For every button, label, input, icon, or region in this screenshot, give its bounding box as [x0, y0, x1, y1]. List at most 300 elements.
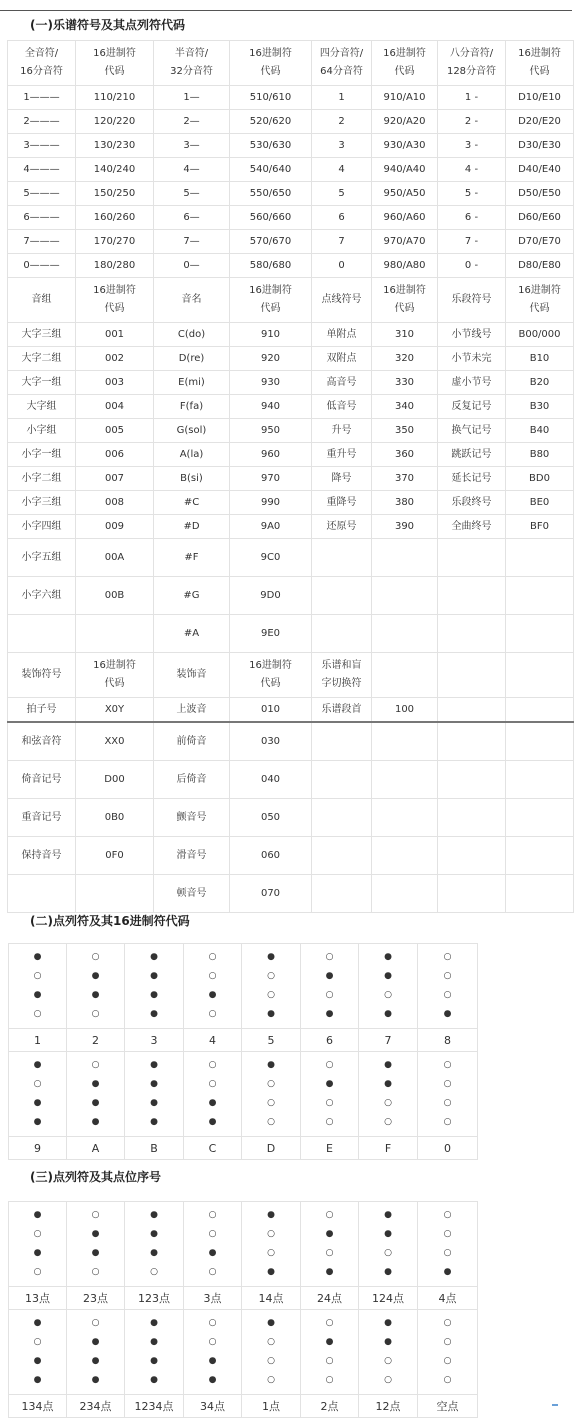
table-cell: 2	[312, 110, 372, 134]
table-cell: 9E0	[230, 615, 312, 653]
cell-label: 3	[125, 1029, 184, 1052]
table-cell	[438, 615, 506, 653]
cell-label: B	[125, 1137, 184, 1160]
dot-mark: ●	[33, 1248, 42, 1258]
dot-mark: ●	[325, 1337, 334, 1347]
table-cell: 顿音号	[154, 875, 230, 913]
dot-mark: ●	[91, 1248, 100, 1258]
table-row	[8, 110, 574, 134]
table-cell: 单附点	[312, 323, 372, 347]
dot-mark: ○	[267, 1375, 275, 1385]
braille-cell	[418, 1202, 478, 1287]
braille-cell	[242, 1052, 301, 1137]
dot-mark: ○	[208, 1318, 217, 1328]
table-cell: 2———	[8, 110, 76, 134]
dot-row	[9, 1052, 478, 1137]
dot-mark: ●	[208, 1098, 217, 1108]
dot-mark: ●	[91, 1337, 100, 1347]
table-cell: 1———	[8, 86, 76, 110]
dot-mark: ●	[150, 1009, 158, 1019]
header-row	[8, 653, 574, 698]
table-cell: 装饰音	[154, 653, 230, 698]
dot-mark: ○	[267, 990, 275, 1000]
table-cell: BF0	[506, 515, 574, 539]
table-row	[8, 722, 574, 761]
table-cell: 重降号	[312, 491, 372, 515]
dot-mark: ●	[33, 990, 42, 1000]
dot-mark: ●	[208, 1117, 217, 1127]
dot-mark: ○	[33, 971, 42, 981]
table-row	[8, 230, 574, 254]
cell-label: 13点	[9, 1287, 67, 1310]
table-cell	[438, 837, 506, 875]
table-cell	[372, 539, 438, 577]
table-row	[8, 158, 574, 182]
dot-mark: ○	[208, 1267, 217, 1277]
table-row	[8, 467, 574, 491]
table-cell: 0—	[154, 254, 230, 278]
table-cell: 跳跃记号	[438, 443, 506, 467]
table-cell: 070	[230, 875, 312, 913]
dot-mark: ●	[91, 971, 100, 981]
table-cell: 4———	[8, 158, 76, 182]
table-cell: 保持音号	[8, 837, 76, 875]
dot-mark: ○	[91, 1060, 100, 1070]
dot-mark: ○	[325, 1098, 334, 1108]
table-cell: 5—	[154, 182, 230, 206]
table-cell: 920	[230, 347, 312, 371]
table-cell: B00/000	[506, 323, 574, 347]
dot-hex-table	[8, 943, 478, 1160]
table-cell: 小节未完	[438, 347, 506, 371]
table-cell: 560/660	[230, 206, 312, 230]
table-cell: XX0	[76, 722, 154, 761]
braille-cell	[125, 1202, 184, 1287]
dot-mark: ●	[384, 1210, 392, 1220]
table-cell: 120/220	[76, 110, 154, 134]
table-cell	[506, 875, 574, 913]
dot-mark: ○	[443, 990, 452, 1000]
table-cell: 002	[76, 347, 154, 371]
dot-mark: ●	[150, 971, 158, 981]
table-cell	[372, 875, 438, 913]
dot-mark: ○	[443, 1337, 452, 1347]
table-cell	[506, 577, 574, 615]
dot-mark: ○	[443, 1356, 452, 1366]
dot-mark: ○	[208, 971, 217, 981]
dot-mark: ●	[91, 1356, 100, 1366]
braille-cell	[67, 1052, 125, 1137]
table-cell: 点线符号	[312, 278, 372, 323]
table-cell: 还原号	[312, 515, 372, 539]
table-cell: 小字五组	[8, 539, 76, 577]
table-row	[8, 491, 574, 515]
table-cell: 140/240	[76, 158, 154, 182]
table-cell: 4—	[154, 158, 230, 182]
cell-label: 134点	[9, 1395, 67, 1418]
table-cell: B30	[506, 395, 574, 419]
dot-row	[9, 1202, 478, 1287]
dot-mark: ●	[150, 1060, 158, 1070]
table-cell	[8, 615, 76, 653]
dot-mark: ●	[150, 1117, 158, 1127]
table-cell	[372, 577, 438, 615]
table-cell: B80	[506, 443, 574, 467]
dot-mark: ●	[384, 1060, 392, 1070]
table-cell: 570/670	[230, 230, 312, 254]
table-cell	[312, 761, 372, 799]
dot-mark: ●	[91, 1375, 100, 1385]
table-cell: 7—	[154, 230, 230, 254]
table-cell: 530/630	[230, 134, 312, 158]
braille-cell	[359, 944, 418, 1029]
dot-mark: ○	[443, 1098, 452, 1108]
dot-mark: ○	[443, 1210, 452, 1220]
table-cell	[372, 799, 438, 837]
table-cell	[506, 539, 574, 577]
table-cell: 380	[372, 491, 438, 515]
dot-mark: ○	[443, 1375, 452, 1385]
table-cell: #A	[154, 615, 230, 653]
table-cell	[312, 539, 372, 577]
table-cell: 180/280	[76, 254, 154, 278]
table-cell: 910	[230, 323, 312, 347]
table-cell: 乐谱和盲 字切换符	[312, 653, 372, 698]
dot-mark: ●	[384, 971, 392, 981]
label-row	[9, 1287, 478, 1310]
table-cell: 001	[76, 323, 154, 347]
dot-mark: ○	[91, 1210, 100, 1220]
dot-mark: ○	[443, 952, 452, 962]
dot-mark: ○	[443, 1060, 452, 1070]
dot-mark: ○	[267, 1117, 275, 1127]
dot-mark: ●	[33, 1356, 42, 1366]
table-cell	[506, 615, 574, 653]
table-cell: 100	[372, 698, 438, 723]
braille-cell	[418, 944, 478, 1029]
dot-mark: ○	[267, 1229, 275, 1239]
table-cell: 580/680	[230, 254, 312, 278]
table-cell: 004	[76, 395, 154, 419]
dot-mark: ○	[33, 1079, 42, 1089]
dot-mark: ●	[267, 1267, 275, 1277]
table-row	[8, 254, 574, 278]
table-cell: 0———	[8, 254, 76, 278]
table-cell: 950	[230, 419, 312, 443]
table-cell: 低音号	[312, 395, 372, 419]
table-cell: 4 -	[438, 158, 506, 182]
dot-mark: ●	[150, 1318, 158, 1328]
cell-label: 34点	[184, 1395, 242, 1418]
table-cell: 乐段符号	[438, 278, 506, 323]
table-cell: 9A0	[230, 515, 312, 539]
braille-cell	[359, 1310, 418, 1395]
table-row	[8, 515, 574, 539]
table-cell	[312, 577, 372, 615]
table-cell: 1—	[154, 86, 230, 110]
table-cell	[438, 722, 506, 761]
dot-mark: ○	[443, 1079, 452, 1089]
table-cell: D10/E10	[506, 86, 574, 110]
table-cell: D00	[76, 761, 154, 799]
dot-mark: ○	[325, 952, 334, 962]
table-cell: 倚音记号	[8, 761, 76, 799]
header-row	[8, 278, 574, 323]
table-cell: D(re)	[154, 347, 230, 371]
dot-mark: ●	[33, 1210, 42, 1220]
dot-mark: ○	[33, 1267, 42, 1277]
table-cell: 320	[372, 347, 438, 371]
dot-mark: ●	[325, 971, 334, 981]
table-cell: BD0	[506, 467, 574, 491]
table-cell: #G	[154, 577, 230, 615]
cell-label: 7	[359, 1029, 418, 1052]
braille-cell	[301, 1052, 359, 1137]
table-cell	[312, 615, 372, 653]
table-cell: 6	[312, 206, 372, 230]
dot-mark: ●	[91, 1229, 100, 1239]
table-cell: B40	[506, 419, 574, 443]
table-cell: 小字三组	[8, 491, 76, 515]
table-cell: 030	[230, 722, 312, 761]
cell-label: 9	[9, 1137, 67, 1160]
dot-mark: ○	[267, 1356, 275, 1366]
table-cell	[372, 653, 438, 698]
dot-mark: ○	[325, 990, 334, 1000]
dot-mark: ○	[443, 1318, 452, 1328]
dot-mark: ○	[208, 1009, 217, 1019]
table-cell	[312, 837, 372, 875]
dot-mark: ○	[325, 1210, 334, 1220]
dot-mark: ●	[325, 1009, 334, 1019]
label-row	[9, 1395, 478, 1418]
dot-mark: ●	[384, 1267, 392, 1277]
braille-cell	[125, 1310, 184, 1395]
dot-mark: ●	[91, 1117, 100, 1127]
dot-mark: ○	[150, 1267, 158, 1277]
dot-mark: ○	[267, 1079, 275, 1089]
table-cell: 16进制符 代码	[230, 653, 312, 698]
table-cell: 960	[230, 443, 312, 467]
table-cell	[438, 577, 506, 615]
dot-mark: ○	[208, 1337, 217, 1347]
table-cell: 340	[372, 395, 438, 419]
table-cell	[438, 698, 506, 723]
table-cell: 大字组	[8, 395, 76, 419]
table-row	[8, 347, 574, 371]
table-cell: #C	[154, 491, 230, 515]
cell-label: 8	[418, 1029, 478, 1052]
braille-cell	[67, 944, 125, 1029]
dot-mark: ○	[91, 1267, 100, 1277]
dot-mark: ○	[33, 1229, 42, 1239]
cell-label: C	[184, 1137, 242, 1160]
cell-label: 4	[184, 1029, 242, 1052]
table-cell: 6———	[8, 206, 76, 230]
section-heading-3: (三)点列符及其点位序号	[30, 1170, 161, 1184]
table-cell: 170/270	[76, 230, 154, 254]
dot-mark: ○	[325, 1060, 334, 1070]
table-cell: 16进制符 代码	[372, 41, 438, 86]
cell-label: 2	[67, 1029, 125, 1052]
table-cell: 110/210	[76, 86, 154, 110]
symbol-code-table	[7, 40, 574, 913]
dot-mark: ○	[443, 971, 452, 981]
table-row	[8, 799, 574, 837]
table-cell: 010	[230, 698, 312, 723]
table-cell: 160/260	[76, 206, 154, 230]
cell-label: 空点	[418, 1395, 478, 1418]
table-cell: 540/640	[230, 158, 312, 182]
dot-mark: ●	[150, 1229, 158, 1239]
dot-row	[9, 944, 478, 1029]
table-cell: 16进制符 代码	[76, 41, 154, 86]
dot-mark: ●	[267, 1009, 275, 1019]
table-cell: 7 -	[438, 230, 506, 254]
dot-mark: ●	[150, 1098, 158, 1108]
table-cell: 510/610	[230, 86, 312, 110]
table-cell: 2—	[154, 110, 230, 134]
dot-mark: ○	[325, 1356, 334, 1366]
table-cell: 970	[230, 467, 312, 491]
dot-mark: ●	[150, 1337, 158, 1347]
table-cell: 重音记号	[8, 799, 76, 837]
braille-cell	[242, 944, 301, 1029]
dot-mark: ●	[267, 1318, 275, 1328]
table-row	[8, 615, 574, 653]
dot-mark: ●	[443, 1009, 452, 1019]
braille-cell	[67, 1202, 125, 1287]
dot-mark: ○	[267, 1098, 275, 1108]
section-heading-1: (一)乐谱符号及其点列符代码	[30, 18, 185, 32]
dot-mark: ●	[150, 1079, 158, 1089]
table-cell: 小字组	[8, 419, 76, 443]
dot-mark: ○	[384, 990, 392, 1000]
dot-mark: ●	[208, 1248, 217, 1258]
table-cell: 16进制符 代码	[230, 278, 312, 323]
table-cell	[438, 653, 506, 698]
table-cell: 5 -	[438, 182, 506, 206]
table-cell	[438, 875, 506, 913]
table-cell: 拍子号	[8, 698, 76, 723]
dot-mark: ○	[443, 1229, 452, 1239]
table-cell: 乐段终号	[438, 491, 506, 515]
table-cell: 310	[372, 323, 438, 347]
cell-label: 1点	[242, 1395, 301, 1418]
dot-mark: ○	[33, 1337, 42, 1347]
cell-label: F	[359, 1137, 418, 1160]
table-cell	[76, 875, 154, 913]
braille-cell	[9, 1310, 67, 1395]
braille-cell	[301, 944, 359, 1029]
table-row	[8, 419, 574, 443]
table-cell: D70/E70	[506, 230, 574, 254]
label-row	[9, 1137, 478, 1160]
table-cell	[506, 799, 574, 837]
table-cell: 5———	[8, 182, 76, 206]
table-cell: 小节线号	[438, 323, 506, 347]
braille-cell	[242, 1310, 301, 1395]
table-cell: 7———	[8, 230, 76, 254]
dot-mark: ○	[384, 1098, 392, 1108]
table-row	[8, 134, 574, 158]
header-row	[8, 41, 574, 86]
table-cell: 6 -	[438, 206, 506, 230]
table-row	[8, 395, 574, 419]
braille-cell	[125, 1052, 184, 1137]
table-cell: B20	[506, 371, 574, 395]
table-cell: D20/E20	[506, 110, 574, 134]
top-rule	[0, 10, 572, 11]
table-cell: B10	[506, 347, 574, 371]
dot-mark: ●	[325, 1229, 334, 1239]
dot-mark: ○	[384, 1248, 392, 1258]
table-cell: 060	[230, 837, 312, 875]
table-cell: 小字四组	[8, 515, 76, 539]
table-cell: 006	[76, 443, 154, 467]
table-cell: 大字三组	[8, 323, 76, 347]
table-cell: 050	[230, 799, 312, 837]
table-cell: D30/E30	[506, 134, 574, 158]
dot-mark: ●	[208, 1356, 217, 1366]
braille-cell	[301, 1310, 359, 1395]
table-cell: 130/230	[76, 134, 154, 158]
corner-mark	[552, 1404, 558, 1406]
dot-mark: ●	[33, 1375, 42, 1385]
table-cell: 小字一组	[8, 443, 76, 467]
table-cell: 大字二组	[8, 347, 76, 371]
table-cell: 大字一组	[8, 371, 76, 395]
table-row	[8, 698, 574, 723]
dot-mark: ○	[208, 952, 217, 962]
table-cell: 上波音	[154, 698, 230, 723]
table-cell: 16进制符 代码	[506, 41, 574, 86]
braille-cell	[301, 1202, 359, 1287]
braille-cell	[418, 1310, 478, 1395]
table-cell: 370	[372, 467, 438, 491]
dot-mark: ●	[384, 1079, 392, 1089]
table-cell	[506, 761, 574, 799]
dot-mark: ●	[267, 952, 275, 962]
table-cell: 9D0	[230, 577, 312, 615]
table-cell: D40/E40	[506, 158, 574, 182]
dot-mark: ○	[91, 1318, 100, 1328]
table-cell: 4	[312, 158, 372, 182]
dot-mark: ●	[91, 990, 100, 1000]
braille-cell	[184, 1202, 242, 1287]
dot-mark: ●	[150, 1375, 158, 1385]
table-cell	[372, 837, 438, 875]
braille-cell	[184, 1310, 242, 1395]
braille-cell	[9, 1202, 67, 1287]
table-cell: 16进制符 代码	[372, 278, 438, 323]
dot-mark: ○	[443, 1248, 452, 1258]
table-cell: 330	[372, 371, 438, 395]
table-cell: 后倚音	[154, 761, 230, 799]
dot-mark: ●	[208, 1375, 217, 1385]
dot-mark: ○	[267, 1248, 275, 1258]
dot-mark: ●	[33, 952, 42, 962]
dot-mark: ●	[384, 1337, 392, 1347]
dot-mark: ●	[384, 1318, 392, 1328]
cell-label: 12点	[359, 1395, 418, 1418]
table-cell: 音名	[154, 278, 230, 323]
dot-mark: ○	[325, 1248, 334, 1258]
table-cell: 930	[230, 371, 312, 395]
dot-mark: ●	[91, 1098, 100, 1108]
table-cell: 960/A60	[372, 206, 438, 230]
dot-mark: ●	[384, 952, 392, 962]
